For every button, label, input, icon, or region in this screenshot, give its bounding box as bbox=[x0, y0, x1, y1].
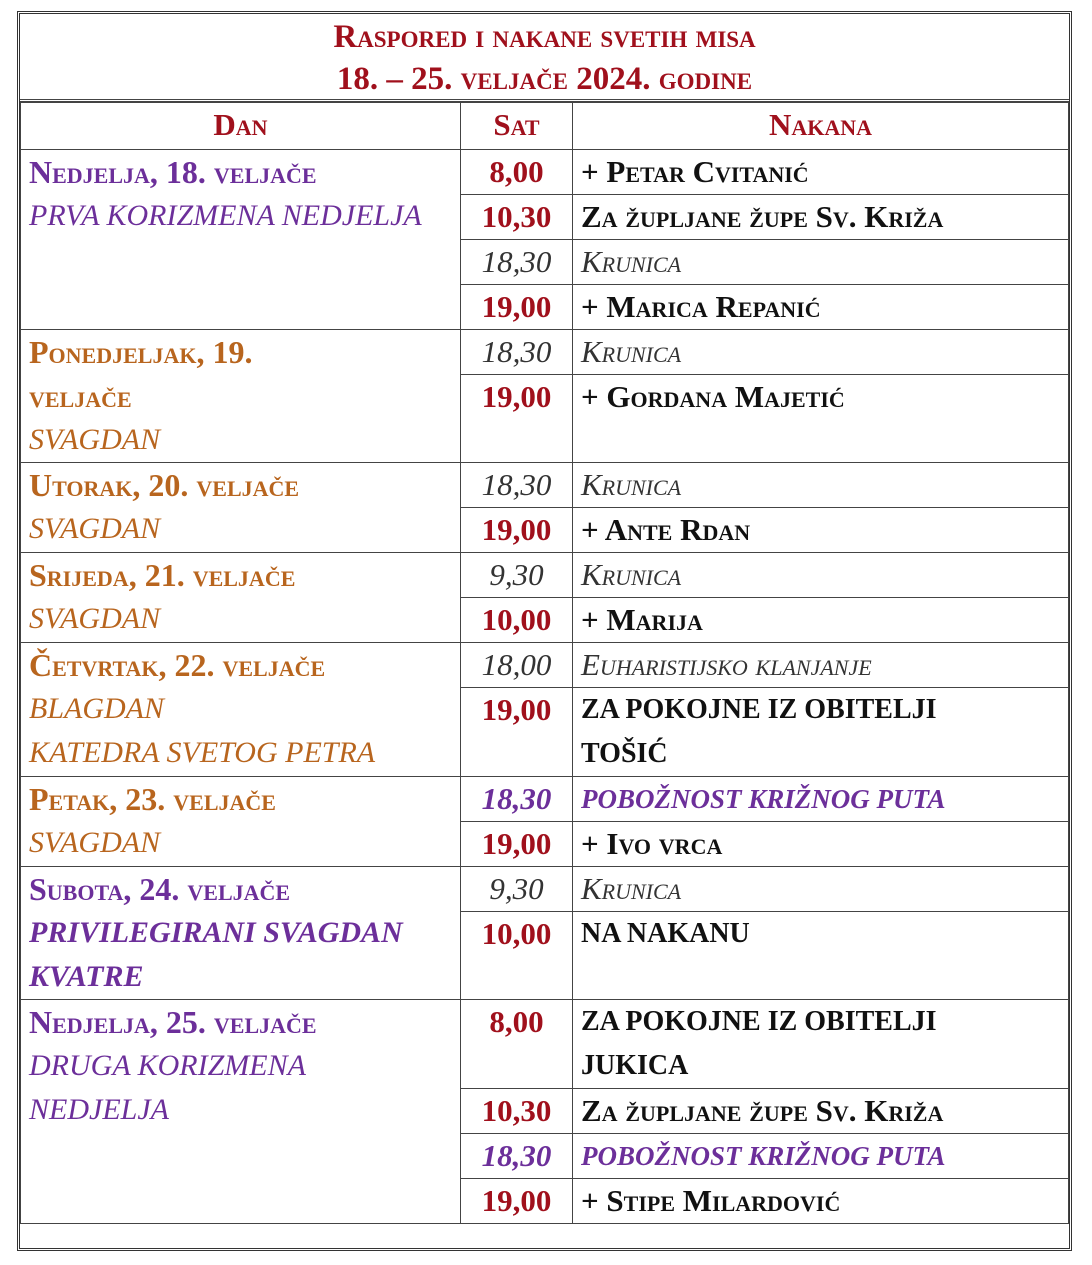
mass-time: 19,00 bbox=[461, 508, 573, 553]
mass-intention: Krunica bbox=[573, 553, 1069, 598]
mass-time: 19,00 bbox=[461, 688, 573, 777]
mass-intention: + Ante Rdan bbox=[573, 508, 1069, 553]
mass-time: 19,00 bbox=[461, 1179, 573, 1224]
day-name: Subota, 24. veljače bbox=[29, 871, 291, 907]
table-row bbox=[21, 553, 1069, 598]
mass-intention-line: ZA POKOJNE IZ OBITELJI bbox=[581, 694, 937, 725]
header-day: Dan bbox=[21, 103, 461, 150]
mass-intention-line: JUKICA bbox=[581, 1050, 689, 1081]
mass-time: 18,30 bbox=[461, 240, 573, 285]
mass-schedule-table bbox=[20, 102, 1069, 1224]
mass-time: 18,00 bbox=[461, 643, 573, 688]
mass-time: 10,30 bbox=[461, 195, 573, 240]
mass-time: 8,00 bbox=[461, 1000, 573, 1089]
mass-time: 19,00 bbox=[461, 285, 573, 330]
mass-intention-line: ZA POKOJNE IZ OBITELJI bbox=[581, 1006, 937, 1037]
mass-intention: POBOŽNOST KRIŽNOG PUTA bbox=[573, 1134, 1069, 1179]
mass-intention: + Marica Repanić bbox=[573, 285, 1069, 330]
mass-intention: Krunica bbox=[573, 240, 1069, 285]
header-time: Sat bbox=[461, 103, 573, 150]
day-cell bbox=[21, 463, 461, 553]
schedule-sheet bbox=[17, 11, 1072, 1251]
mass-time: 10,00 bbox=[461, 598, 573, 643]
mass-intention: Krunica bbox=[573, 463, 1069, 508]
day-liturgical-note: PRVA KORIZMENA NEDJELJA bbox=[29, 199, 422, 232]
mass-time: 18,30 bbox=[461, 777, 573, 822]
mass-intention: Za župljane župe Sv. Križa bbox=[573, 195, 1069, 240]
mass-intention: + Marija bbox=[573, 598, 1069, 643]
day-name: Nedjelja, 25. veljače bbox=[29, 1004, 317, 1040]
day-name: Utorak, 20. veljače bbox=[29, 467, 300, 503]
day-liturgical-note: BLAGDAN bbox=[29, 692, 164, 725]
mass-intention: POBOŽNOST KRIŽNOG PUTA bbox=[573, 777, 1069, 822]
mass-intention: + Petar Cvitanić bbox=[573, 150, 1069, 195]
day-name: Srijeda, 21. veljače bbox=[29, 557, 296, 593]
day-name: Ponedjeljak, 19. bbox=[29, 334, 253, 370]
day-liturgical-note: SVAGDAN bbox=[29, 423, 161, 456]
header-row bbox=[21, 103, 1069, 150]
table-row bbox=[21, 643, 1069, 688]
day-liturgical-note: KATEDRA SVETOG PETRA bbox=[29, 736, 376, 769]
day-cell bbox=[21, 553, 461, 643]
table-row bbox=[21, 150, 1069, 195]
day-liturgical-note: SVAGDAN bbox=[29, 512, 161, 545]
day-name: Petak, 23. veljače bbox=[29, 781, 276, 817]
mass-time: 9,30 bbox=[461, 553, 573, 598]
mass-time: 18,30 bbox=[461, 1134, 573, 1179]
mass-intention: Krunica bbox=[573, 867, 1069, 912]
mass-intention bbox=[573, 1000, 1069, 1089]
day-liturgical-note: SVAGDAN bbox=[29, 826, 161, 859]
mass-time: 19,00 bbox=[461, 822, 573, 867]
title-line-2: 18. – 25. veljače 2024. godine bbox=[336, 61, 753, 97]
day-liturgical-note: DRUGA KORIZMENA bbox=[29, 1049, 306, 1082]
day-cell bbox=[21, 330, 461, 463]
mass-intention: NA NAKANU bbox=[573, 912, 1069, 1000]
table-row bbox=[21, 463, 1069, 508]
day-liturgical-note: NEDJELJA bbox=[29, 1093, 169, 1126]
day-liturgical-note: PRIVILEGIRANI SVAGDAN bbox=[29, 916, 403, 949]
mass-time: 10,30 bbox=[461, 1089, 573, 1134]
mass-time: 9,30 bbox=[461, 867, 573, 912]
day-name: Četvrtak, 22. veljače bbox=[29, 647, 326, 683]
mass-intention: + Stipe Milardović bbox=[573, 1179, 1069, 1224]
day-name: veljače bbox=[29, 378, 132, 414]
mass-intention: + Gordana Majetić bbox=[573, 375, 1069, 463]
mass-time: 18,30 bbox=[461, 330, 573, 375]
mass-intention-line: TOŠIĆ bbox=[581, 738, 668, 769]
mass-intention bbox=[573, 688, 1069, 777]
day-cell bbox=[21, 150, 461, 330]
day-name: Nedjelja, 18. veljače bbox=[29, 154, 317, 190]
title-line-1: Raspored i nakane svetih misa bbox=[333, 19, 756, 55]
day-cell bbox=[21, 867, 461, 1000]
mass-time: 10,00 bbox=[461, 912, 573, 1000]
title-box bbox=[20, 14, 1069, 102]
mass-intention: Krunica bbox=[573, 330, 1069, 375]
header-intention: Nakana bbox=[573, 103, 1069, 150]
table-row bbox=[21, 867, 1069, 912]
day-liturgical-note: KVATRE bbox=[29, 960, 144, 993]
day-liturgical-note: SVAGDAN bbox=[29, 602, 161, 635]
mass-intention: Euharistijsko klanjanje bbox=[573, 643, 1069, 688]
day-cell bbox=[21, 777, 461, 867]
mass-time: 18,30 bbox=[461, 463, 573, 508]
mass-time: 19,00 bbox=[461, 375, 573, 463]
mass-intention: + Ivo vrca bbox=[573, 822, 1069, 867]
mass-intention: Za župljane župe Sv. Križa bbox=[573, 1089, 1069, 1134]
table-row bbox=[21, 330, 1069, 375]
day-cell bbox=[21, 643, 461, 777]
day-cell bbox=[21, 1000, 461, 1224]
table-row bbox=[21, 777, 1069, 822]
mass-time: 8,00 bbox=[461, 150, 573, 195]
